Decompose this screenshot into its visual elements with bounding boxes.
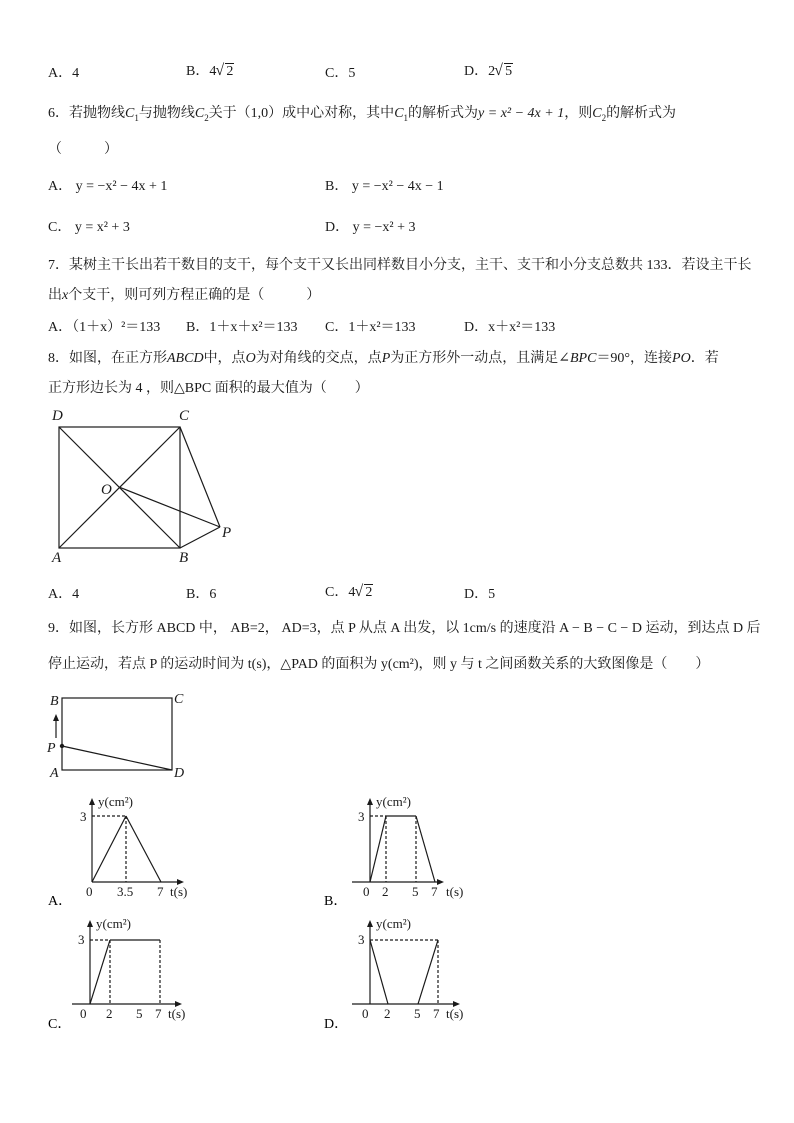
origin-label: 0 <box>363 884 370 899</box>
q9-rectangle-figure <box>44 688 204 783</box>
q8-option-c: C．4√ 2 <box>325 581 373 601</box>
point-p <box>60 744 64 748</box>
q6-option-c: C． y = x² + 3 <box>48 220 130 235</box>
x-tick: 2 <box>384 1006 391 1021</box>
q5-option-a: A．4 <box>48 66 80 81</box>
y-arrow-icon <box>367 798 373 805</box>
label-p: P <box>222 525 232 541</box>
x-axis-label: t(s) <box>446 884 464 899</box>
y-tick-3: 3 <box>358 809 365 824</box>
x-tick: 2 <box>106 1006 113 1021</box>
sqrt-symbol: √ 2 <box>216 64 234 80</box>
segment-pd <box>62 746 172 770</box>
graph-c-label: C． <box>48 1017 72 1032</box>
graph-d-label: D． <box>324 1017 349 1032</box>
graph-b-label: B． <box>324 894 348 909</box>
y-tick-3: 3 <box>358 932 365 947</box>
y-tick-3: 3 <box>78 932 85 947</box>
label-o: O <box>101 482 112 498</box>
q5-option-b: B．4√ 2 <box>186 60 234 80</box>
q7-option-b: B．1＋x＋x²＝133 <box>186 320 298 335</box>
x-arrow-icon <box>437 879 444 885</box>
label-b: B <box>179 550 189 566</box>
sqrt-symbol: √ 5 <box>495 64 513 80</box>
graph-option-b <box>320 790 500 910</box>
y-arrow-icon <box>87 920 93 927</box>
q7-option-c: C．1＋x²＝133 <box>325 320 416 335</box>
y-axis-label: y(cm²) <box>376 916 411 931</box>
q8-stem-line2: 正方形边长为 4 ，则△BPC 面积的最大值为（ ） <box>48 381 369 396</box>
q7-stem-line2: 出x个支干，则可列方程正确的是（ ） <box>48 288 321 303</box>
segment-cp <box>180 427 220 527</box>
q8-option-d: D．5 <box>464 587 496 602</box>
y-axis-label: y(cm²) <box>98 794 133 809</box>
label-p: P <box>47 741 56 756</box>
y-tick-3: 3 <box>80 809 87 824</box>
x-tick: 7 <box>433 1006 440 1021</box>
x-axis-label: t(s) <box>170 884 188 899</box>
q5-option-c: C．5 <box>325 66 356 81</box>
origin-label: 0 <box>86 884 93 899</box>
origin-label: 0 <box>80 1006 87 1021</box>
rectangle-abcd <box>62 698 172 770</box>
sqrt-symbol: √ 2 <box>355 585 373 601</box>
label-d: D <box>52 408 63 424</box>
x-tick: 7 <box>431 884 438 899</box>
q8-stem-line1: 8．如图，在正方形ABCD中，点O为对角线的交点，点P为正方形外一动点，且满足∠BPC＝90°，连接PO．若 <box>48 351 719 366</box>
q6-option-d: D． y = −x² + 3 <box>325 220 416 235</box>
label-d: D <box>174 766 185 781</box>
x-tick: 5 <box>136 1006 143 1021</box>
x-tick: 3.5 <box>117 884 134 899</box>
graph-option-c <box>44 912 224 1032</box>
q9-stem-line1: 9．如图，长方形 ABCD 中， AB=2， AD=3，点 P 从点 A 出发，以 1cm/s 的速度沿 A − B − C − D 运动，到达点 D 后 <box>48 621 761 636</box>
q8-option-a: A．4 <box>48 587 80 602</box>
x-tick: 5 <box>412 884 419 899</box>
graph-a-label: A． <box>48 894 73 909</box>
q6-option-b: B． y = −x² − 4x − 1 <box>325 179 444 194</box>
q7-option-d: D．x＋x²＝133 <box>464 320 556 335</box>
label-c: C <box>179 408 190 424</box>
q8-square-figure <box>44 402 244 567</box>
y-arrow-icon <box>367 920 373 927</box>
y-arrow-icon <box>89 798 95 805</box>
q9-stem-line2: 停止运动，若点 P 的运动时间为 t(s)，△PAD 的面积为 y(cm²)，则 y 与 t 之间函数关系的大致图像是（ ） <box>48 657 710 672</box>
segment-op <box>119 487 220 527</box>
x-tick: 2 <box>382 884 389 899</box>
graph-option-a <box>44 790 224 910</box>
y-axis-label: y(cm²) <box>376 794 411 809</box>
label-c: C <box>174 692 184 707</box>
q8-option-b: B．6 <box>186 587 217 602</box>
x-tick: 7 <box>155 1006 162 1021</box>
x-tick: 5 <box>414 1006 421 1021</box>
q5-option-d: D．2√ 5 <box>464 60 513 80</box>
q7-option-a: A．（1＋x）²＝133 <box>48 320 161 335</box>
q7-stem-line1: 7．某树主干长出若干数目的支干，每个支干又长出同样数目小分支，主干、支干和小分支总数共 133．若设主干长 <box>48 258 752 273</box>
x-axis-label: t(s) <box>446 1006 464 1021</box>
label-b: B <box>50 694 59 709</box>
y-axis-label: y(cm²) <box>96 916 131 931</box>
x-tick: 7 <box>157 884 164 899</box>
graph-option-d <box>320 912 500 1032</box>
segment-bp <box>180 527 220 548</box>
q6-option-a: A． y = −x² − 4x + 1 <box>48 179 168 194</box>
label-a: A <box>52 550 62 566</box>
x-axis-label: t(s) <box>168 1006 186 1021</box>
q6-answer-bracket: （ ） <box>48 142 118 157</box>
arrow-up-icon <box>53 714 59 721</box>
q6-stem: 6．若抛物线$C_1$与抛物线$C_2$关于（1,0）成中心对称，其中$C_1$的解析式为y = x² − 4x + 1，则$C_2$的解析式为 <box>48 106 677 123</box>
origin-label: 0 <box>362 1006 369 1021</box>
label-a: A <box>50 766 59 781</box>
